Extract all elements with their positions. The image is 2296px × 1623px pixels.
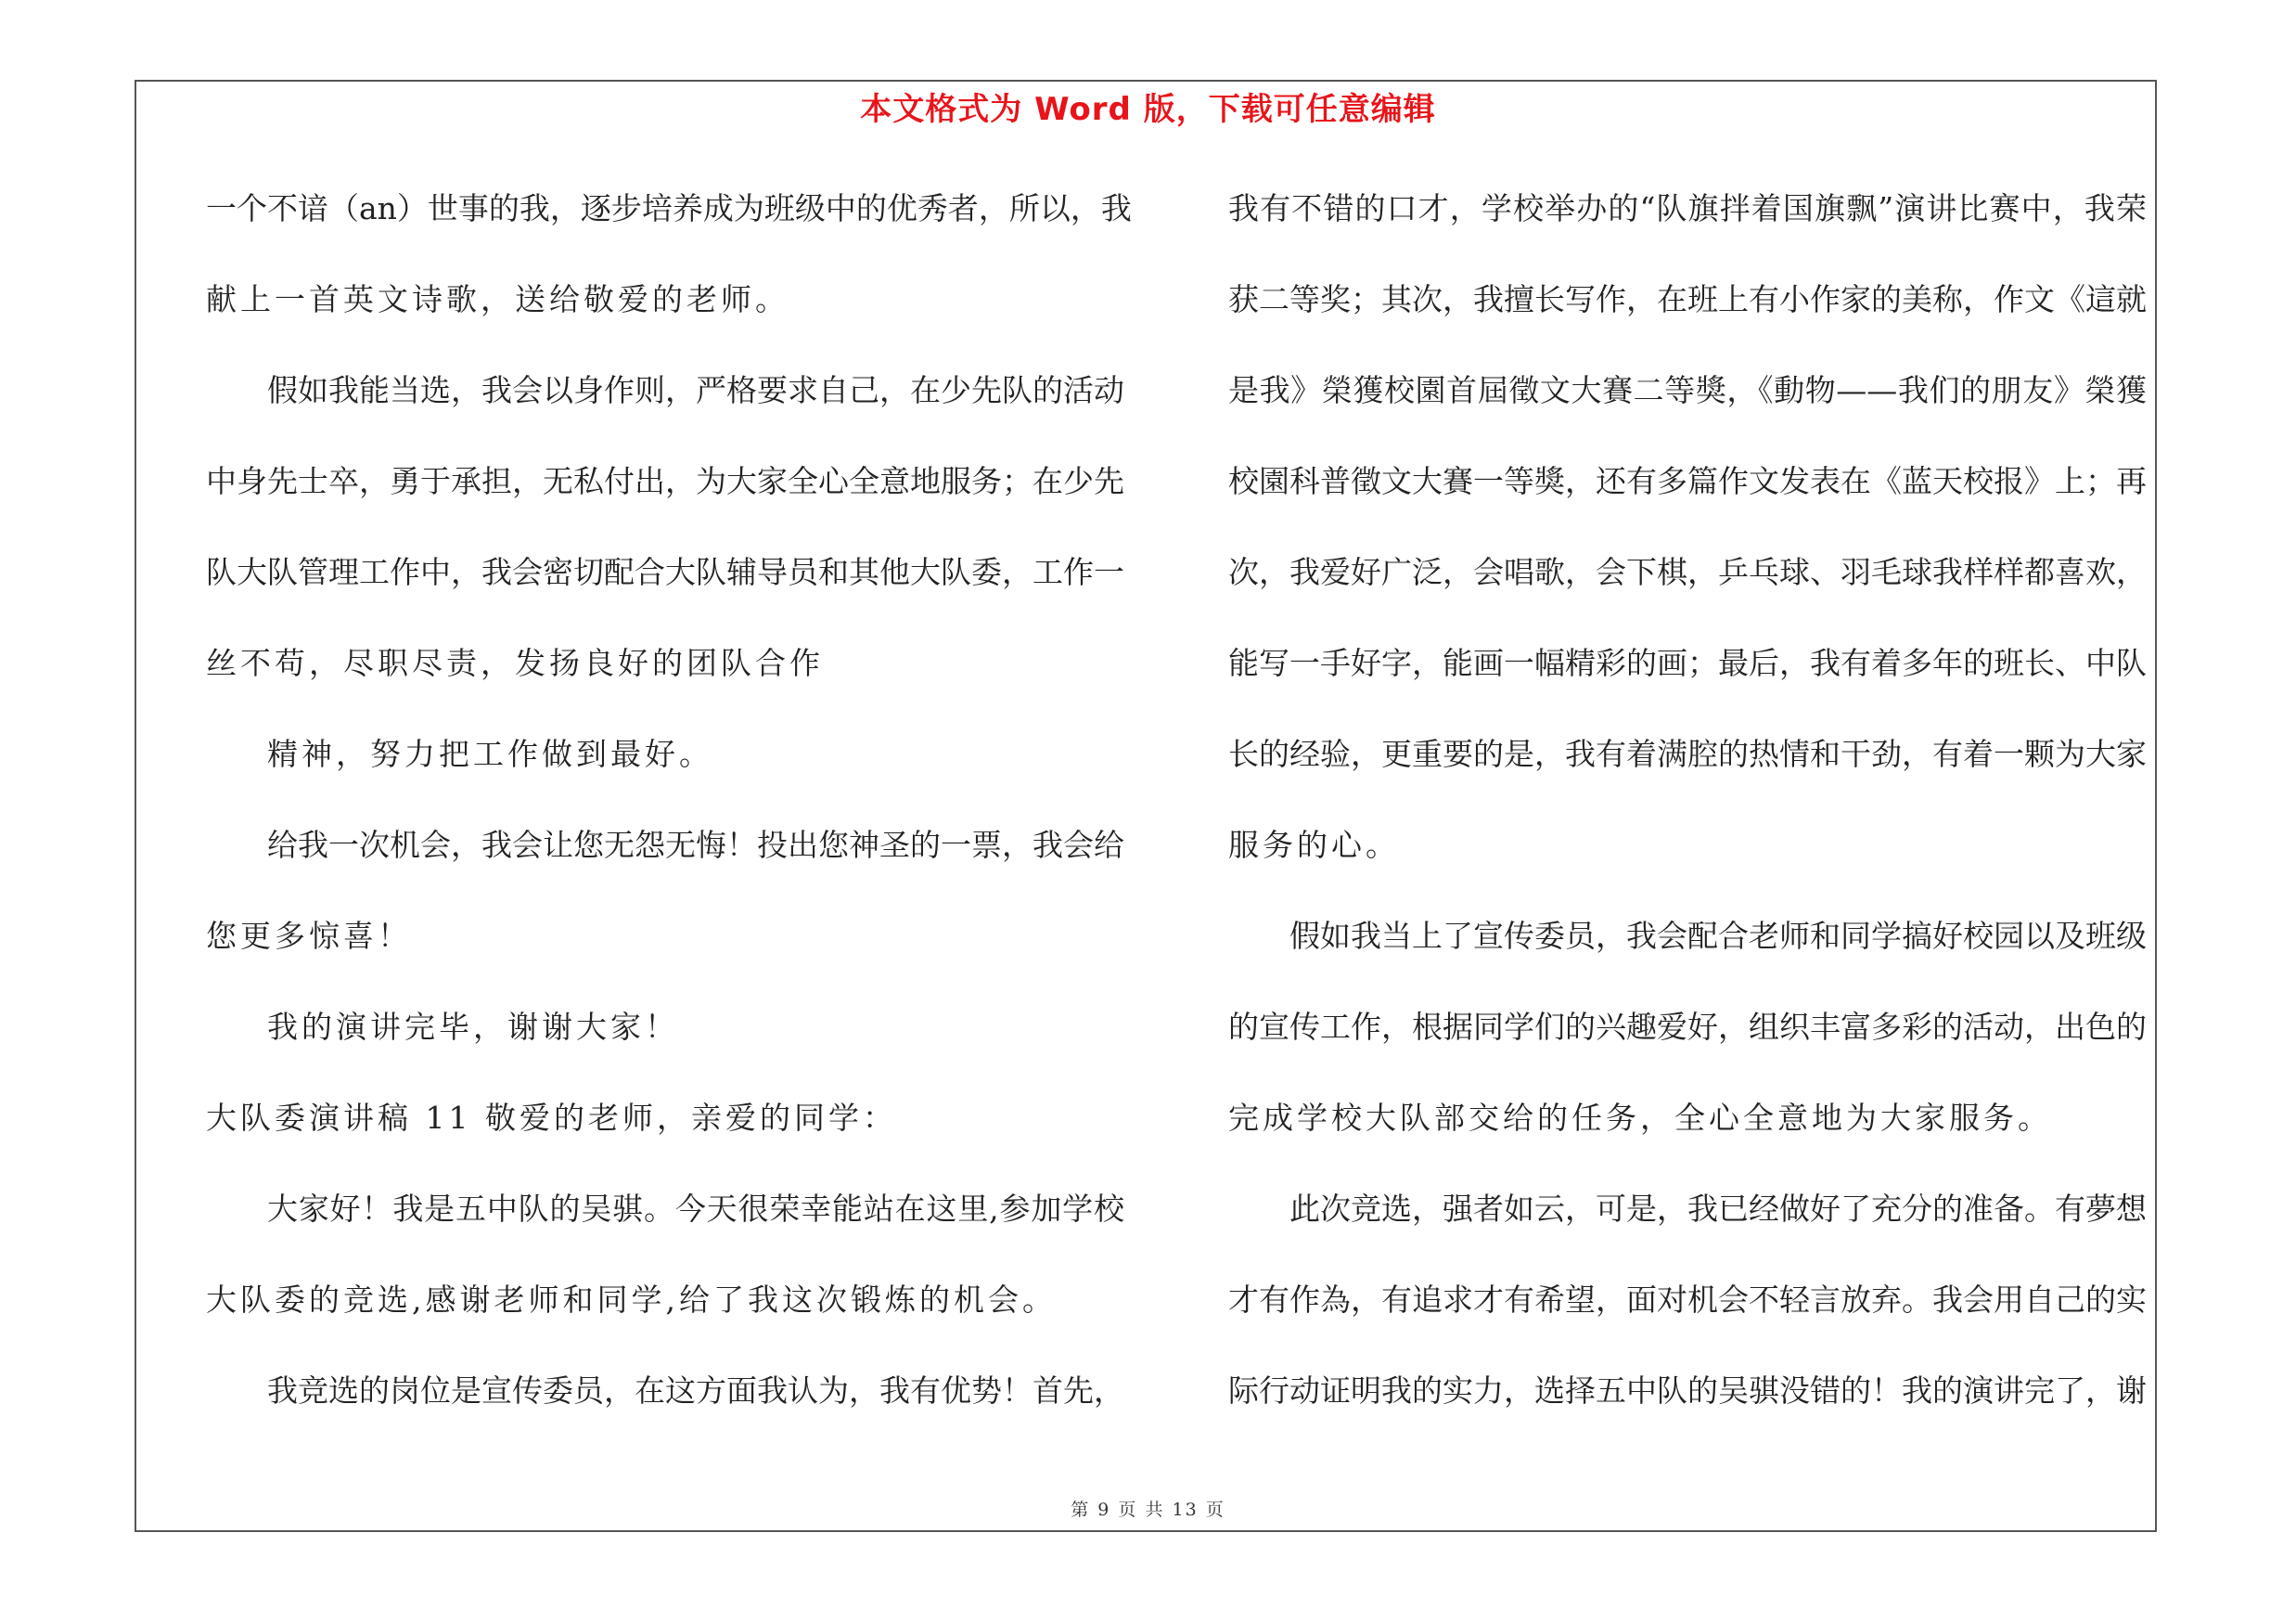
left-column <box>206 186 1132 1459</box>
text-line: 献上一首英文诗歌，送给敬爱的老师。 <box>206 281 789 317</box>
text-line: 能写一手好字，能画一幅精彩的画；最后，我有着多年的班长、中队 <box>1228 645 2147 681</box>
format-banner: 本文格式为 Word 版，下载可任意编辑 <box>860 91 1436 128</box>
text-line: 我竞选的岗位是宣传委员，在这方面我认为，我有优势！首先， <box>267 1372 1124 1409</box>
text-line: 大队委演讲稿 11 敬爱的老师，亲爱的同学： <box>206 1100 897 1136</box>
text-line: 际行动证明我的实力，选择五中队的吴骐没错的！我的演讲完了，谢 <box>1228 1372 2147 1409</box>
text-line: 我有不错的口才，学校举办的“队旗拌着国旗飘”演讲比赛中，我荣 <box>1228 190 2147 226</box>
text-line: 我的演讲完毕，谢谢大家！ <box>267 1009 679 1045</box>
text-line: 大队委的竞选,感谢老师和同学,给了我这次锻炼的机会。 <box>206 1282 1057 1318</box>
text-line: 是我》榮獲校園首屆徵文大賽二等獎，《動物——我们的朋友》榮獲 <box>1228 372 2147 408</box>
text-line: 给我一次机会，我会让您无怨无悔！投出您神圣的一票，我会给 <box>267 827 1124 863</box>
text-line: 一个不谙（an）世事的我，逐步培养成为班级中的优秀者，所以，我 <box>206 190 1132 226</box>
text-line: 的宣传工作，根据同学们的兴趣爱好，组织丰富多彩的活动，出色的 <box>1228 1009 2147 1045</box>
text-line: 此次竞选，强者如云，可是，我已经做好了充分的准备。有夢想 <box>1289 1191 2147 1227</box>
text-line: 假如我能当选，我会以身作则，严格要求自己，在少先队的活动 <box>267 372 1124 408</box>
text-line: 次，我爱好广泛，会唱歌，会下棋，乒乓球、羽毛球我样样都喜欢， <box>1228 554 2147 590</box>
text-line: 服务的心。 <box>1228 827 1400 863</box>
text-line: 长的经验，更重要的是，我有着满腔的热情和干劲，有着一颗为大家 <box>1228 736 2147 772</box>
text-line: 您更多惊喜！ <box>206 918 412 954</box>
text-line: 校園科普徵文大賽一等獎，还有多篇作文发表在《蓝天校报》上；再 <box>1228 463 2147 499</box>
text-line: 精神，努力把工作做到最好。 <box>267 736 713 772</box>
text-line: 才有作為，有追求才有希望，面对机会不轻言放弃。我会用自己的实 <box>1228 1282 2147 1318</box>
text-line: 队大队管理工作中，我会密切配合大队辅导员和其他大队委，工作一 <box>206 554 1124 590</box>
text-line: 大家好！我是五中队的吴骐。今天很荣幸能站在这里,参加学校 <box>267 1191 1124 1227</box>
text-line: 中身先士卒，勇于承担，无私付出，为大家全心全意地服务；在少先 <box>206 463 1124 499</box>
text-line: 假如我当上了宣传委员，我会配合老师和同学搞好校园以及班级 <box>1289 918 2147 954</box>
text-line: 获二等奖；其次，我擅长写作，在班上有小作家的美称，作文《這就 <box>1228 281 2147 317</box>
text-line: 完成学校大队部交给的任务，全心全意地为大家服务。 <box>1228 1100 2052 1136</box>
text-line: 丝不苟，尽职尽责，发扬良好的团队合作 <box>206 645 824 681</box>
page-footer: 第 9 页 共 13 页 <box>1071 1500 1225 1520</box>
right-column <box>1228 186 2156 1459</box>
